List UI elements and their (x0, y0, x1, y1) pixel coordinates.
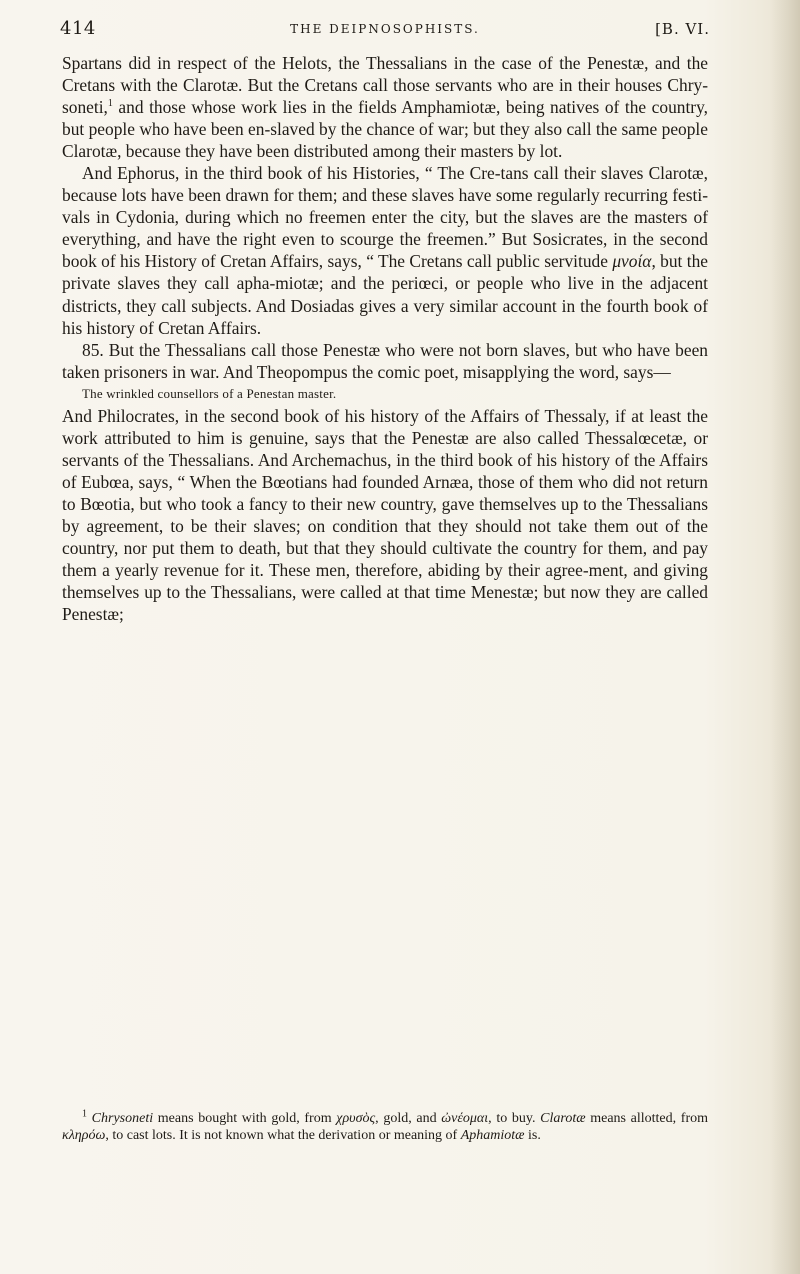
footnote-marker: 1 (82, 1108, 87, 1120)
greek-word: μνοία (612, 251, 652, 272)
paragraph-4: And Philocrates, in the second book of his history of the Affairs of Thessaly, if at least the work attributed to him is genuine, says that the Penestæ are also called Thessalœcetæ, or servants of the Thessalians. And Archemachus, in the third book of his history of the Affairs of Eubœa, says, “ When the Bœotians had founded Arnæa, those of them who did not return to Bœotia, but who took a fancy to their new country, gave themselves up to the Thessalians by agreement, to be their slaves; on condition that they should not take them out of the country, nor put them to death, but that they should cultivate the country for them, and pay them a yearly revenue for it. These men, therefore, abiding by their agree-ment, and giving themselves up to the Thessalians, were called at that time Menestæ; but now they are called Penestæ; (62, 405, 708, 625)
footnote (62, 1108, 709, 1144)
verse-quote: The wrinkled counsellors of a Penestan master. (82, 385, 337, 401)
book-reference: [B. VI. (655, 20, 710, 38)
running-head (60, 18, 710, 44)
paragraph-3: 85. But the Thessalians call those Penestæ who were not born slaves, but who have been taken prisoners in war. And Theopompus the comic poet, misapplying the word, says— (62, 339, 708, 382)
paragraph-2: And Ephorus, in the third book of his Histories, “ The Cre-tans call their slaves Clarotæ, because lots have been drawn for them; and these slaves have some regularly recurring festi-vals in Cydonia, during which no freemen enter the city, but the slaves are the masters of everything, and have the right even to scourge the freemen.” But Sosicrates, in the second book of his History of Cretan Affairs, says, “ The Cretans call public servitude μνοία, but the private slaves they call apha-miotæ; and the periœci, or people who live in the adjacent districts, they call subjects. And Dosiadas gives a very similar account in the fourth book of his history of Cretan Affairs. (62, 163, 709, 338)
page-number: 414 (60, 18, 96, 39)
page-edge-shadow (770, 0, 800, 1274)
running-title: THE DEIPNOSOPHISTS. (290, 22, 480, 36)
paragraph-1: Spartans did in respect of the Helots, the Thessalians in the case of the Penestæ, and the Cretans with the Clarotæ. But the Cretans call those servants who are in their houses Chry-soneti,$^1$ and those whose work lies in the fields Amphamiotæ, being natives of the country, but people who have been en-slaved by the chance of war; but they also call the same people Clarotæ, because they have been distributed among their masters by lot. (62, 53, 708, 162)
footnote-text: $^1$ Chrysoneti means bought with gold, from χρυσὸς, gold, and ὠνέομαι, to buy. Clarotæ means allotted, from κληρόω, to cast lots. It is not known what the derivation or meaning of Aphamiotæ is. (62, 1108, 709, 1143)
body-text (62, 52, 708, 625)
footnote-ref: 1 (107, 98, 113, 110)
